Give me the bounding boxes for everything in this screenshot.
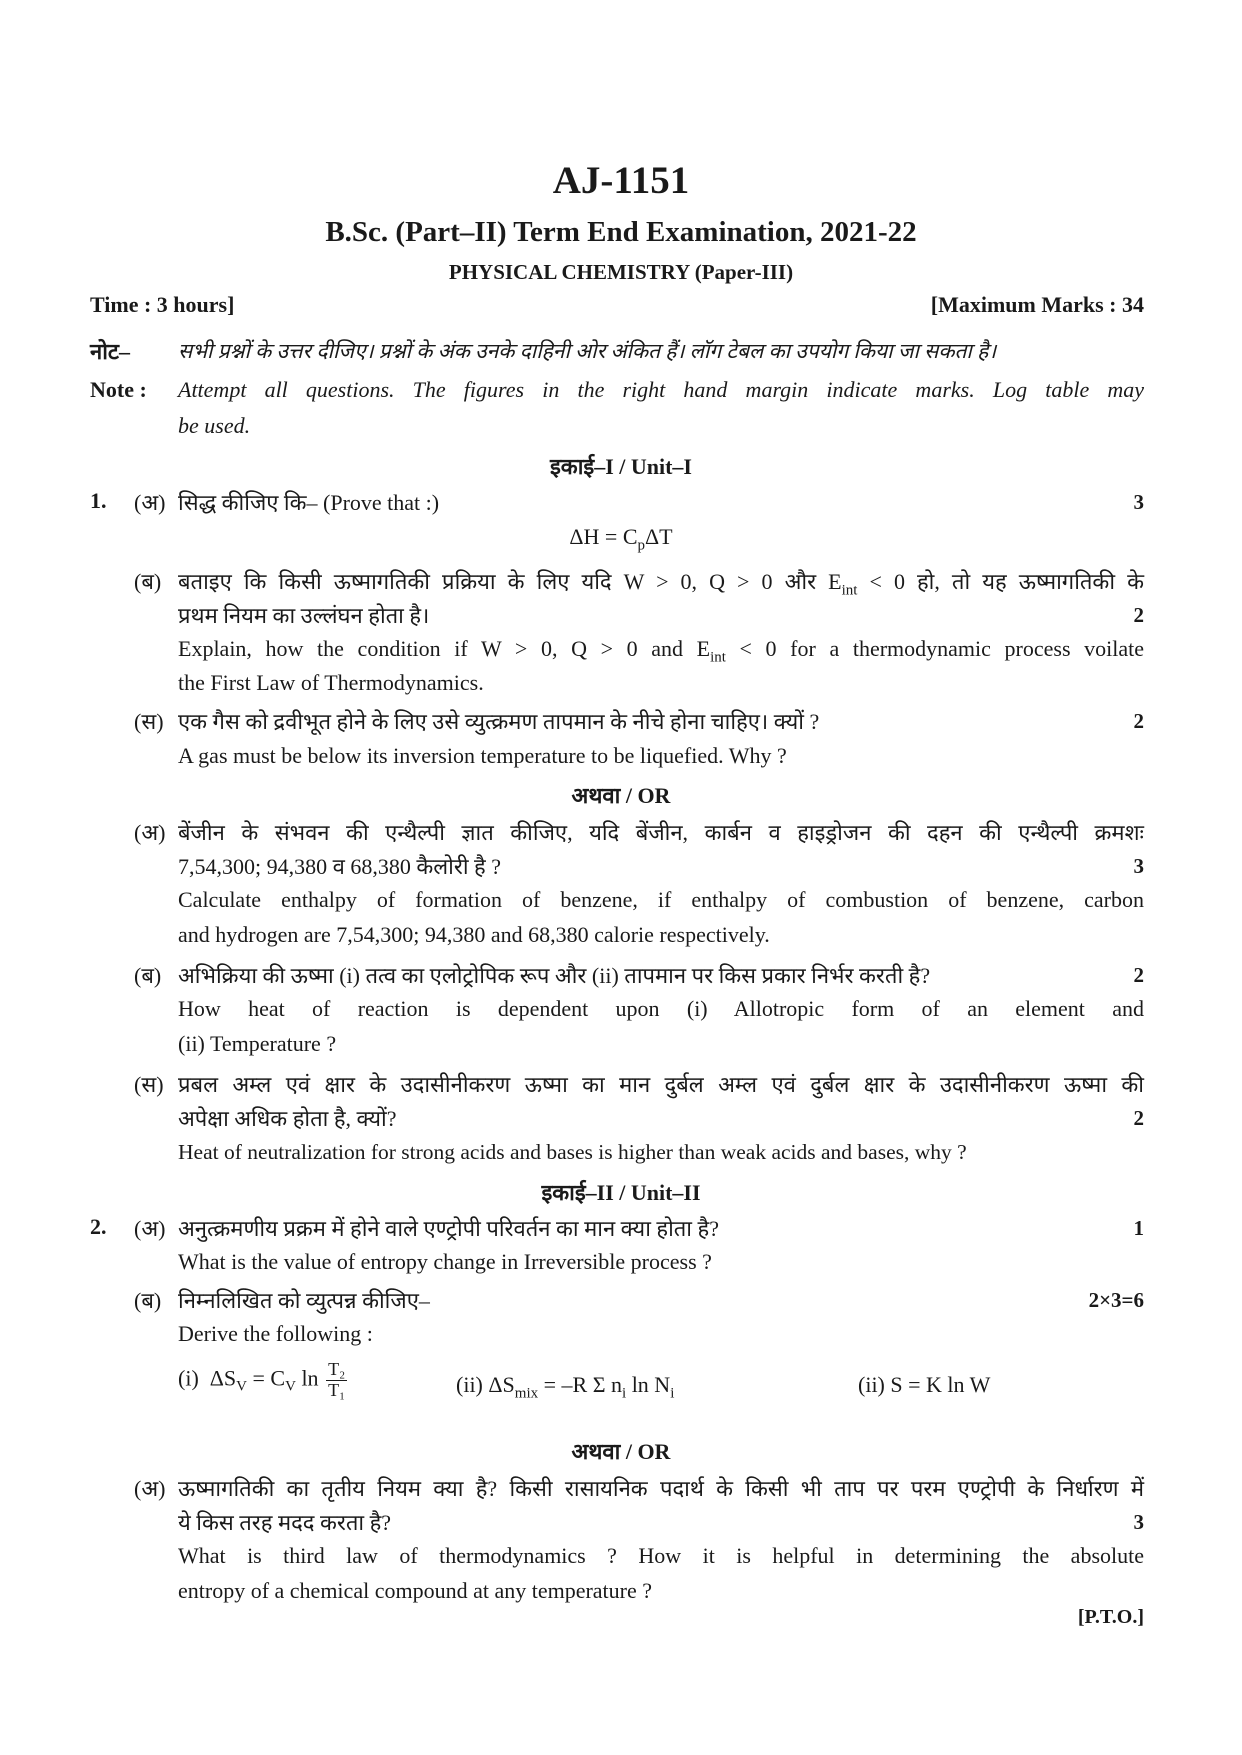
q1b-hindi-line2: प्रथम नियम का उल्लंघन होता है। [178, 603, 430, 628]
q1-or-b-marks: 2 [1133, 963, 1144, 987]
note-text-hindi: सभी प्रश्नों के उत्तर दीजिए। प्रश्नों के अंक उनके दाहिनी ओर अंकित हैं। लॉग टेबल का उपयोग किया जा सकता है। [178, 339, 997, 363]
q2-or-a-label: (अ) [134, 1476, 166, 1501]
q2b-formula-3: (ii) S = K ln W [858, 1372, 991, 1397]
paper-code: AJ-1151 [552, 159, 690, 202]
q1c-label: (स) [134, 709, 164, 734]
question-2-number: 2. [90, 1214, 107, 1239]
q1-or-a-english-line1: Calculate enthalpy of formation of benzene, if enthalpy of combustion of benzene, carbon [178, 887, 1144, 912]
note-label-english: Note : [90, 377, 147, 402]
q1b-english-line2: the First Law of Thermodynamics. [178, 670, 484, 695]
q1b-hindi-line1: बताइए कि किसी ऊष्मागतिकी प्रक्रिया के लिए यदि W > 0, Q > 0 और $E_{int} < 0$ हो, तो यह ऊष्मागतिकी के [178, 569, 1144, 599]
q2-or-a-marks: 3 [1133, 1510, 1144, 1534]
q2a-hindi: अनुत्क्रमणीय प्रक्रम में होने वाले एण्ट्रोपी परिवर्तन का मान क्या होता है? [178, 1216, 719, 1241]
exam-title: B.Sc. (Part–II) Term End Examination, 2021-22 [325, 216, 917, 248]
please-turn-over: [P.T.O.] [1077, 1606, 1144, 1628]
q2b-english: Derive the following : [178, 1321, 373, 1346]
q1-or-c-hindi-line1: प्रबल अम्ल एवं क्षार के उदासीनीकरण ऊष्मा का मान दुर्बल अम्ल एवं दुर्बल क्षार के उदासीनीकरण ऊष्मा की [178, 1072, 1144, 1097]
q1-or-a-label: (अ) [134, 820, 166, 845]
q1-or-b-english-line1: How heat of reaction is dependent upon (i) Allotropic form of an element and [178, 996, 1144, 1021]
unit-2-heading: इकाई–II / Unit–II [541, 1180, 701, 1205]
q1a-marks: 3 [1133, 490, 1144, 514]
q2-or-a-english-line1: What is third law of thermodynamics ? How it is helpful in determining the absolute [178, 1543, 1144, 1568]
q2-or-a-english-line2: entropy of a chemical compound at any temperature ? [178, 1578, 653, 1603]
note-text-english-line2: be used. [178, 413, 251, 438]
q2a-marks: 1 [1133, 1216, 1144, 1240]
q1c-hindi: एक गैस को द्रवीभूत होने के लिए उसे व्युत्क्रमण तापमान के नीचे होना चाहिए। क्यों ? [178, 709, 820, 734]
q1-or-a-hindi-line1: बेंजीन के संभवन की एन्थैल्पी ज्ञात कीजिए, यदि बेंजीन, कार्बन व हाइड्रोजन की दहन की एन्थैल्पी क्रमशः [178, 820, 1144, 845]
q2b-hindi: निम्नलिखित को व्युत्पन्न कीजिए– [178, 1288, 430, 1313]
unit-1-heading: इकाई–I / Unit–I [550, 454, 692, 479]
q1a-label: (अ) [134, 490, 166, 515]
subject-title: PHYSICAL CHEMISTRY (Paper-III) [448, 260, 794, 284]
q1a-formula: $\Delta H = C_p\Delta T$ [569, 524, 673, 554]
q2b-formula-1: (i) $\Delta S_V = C_V$ ln $\frac{\text{T₂}}{\text{T₁}}$ [178, 1359, 346, 1400]
q1-or-b-label: (ब) [134, 963, 162, 988]
unit-2-or-divider: अथवा / OR [571, 1439, 671, 1464]
q1c-marks: 2 [1133, 709, 1144, 733]
exam-duration: Time : 3 hours] [90, 292, 235, 317]
q2a-english: What is the value of entropy change in Irreversible process ? [178, 1249, 712, 1274]
q2-or-a-hindi-line1: ऊष्मागतिकी का तृतीय नियम क्या है? किसी रासायनिक पदार्थ के किसी भी ताप पर परम एण्ट्रोपी के निर्धारण में [178, 1476, 1144, 1501]
q1-or-b-hindi: अभिक्रिया की ऊष्मा (i) तत्व का एलोट्रोपिक रूप और (ii) तापमान पर किस प्रकार निर्भर करती है? [178, 963, 931, 988]
note-text-english-line1: Attempt all questions. The figures in the right hand margin indicate marks. Log table may [178, 377, 1144, 402]
unit-1-or-divider: अथवा / OR [571, 783, 671, 808]
note-label-hindi: नोट– [90, 339, 130, 364]
q2b-label: (ब) [134, 1288, 162, 1313]
question-1-number: 1. [90, 488, 107, 513]
maximum-marks: [Maximum Marks : 34 [930, 292, 1144, 317]
q1-or-c-english: Heat of neutralization for strong acids and bases is higher than weak acids and bases, why ? [178, 1140, 967, 1164]
q1c-english: A gas must be below its inversion temperature to be liquefied. Why ? [178, 743, 787, 768]
q1-or-c-marks: 2 [1133, 1106, 1144, 1130]
q2b-marks: 2×3=6 [1088, 1288, 1144, 1312]
q1-or-c-label: (स) [134, 1072, 164, 1097]
q1-or-a-marks: 3 [1133, 854, 1144, 878]
q2-or-a-hindi-line2: ये किस तरह मदद करता है? [178, 1510, 392, 1535]
q2b-formula-2: (ii) $\Delta S_{mix} = -R$ Σ $n_i$ $\ln N_i$ [456, 1372, 675, 1402]
q1-or-a-hindi-line2: 7,54,300; 94,380 व 68,380 कैलोरी है ? [178, 854, 501, 879]
q1-or-c-hindi-line2: अपेक्षा अधिक होता है, क्यों? [178, 1106, 397, 1131]
q1b-label: (ब) [134, 569, 162, 594]
q1b-marks: 2 [1133, 603, 1144, 627]
q1a-text: सिद्ध कीजिए कि– (Prove that :) [178, 490, 440, 515]
q1b-english-line1: Explain, how the condition if W > 0, Q > 0 and $E_{int} < 0$ for a thermodynamic process voilate [178, 636, 1144, 666]
q1-or-a-english-line2: and hydrogen are 7,54,300; 94,380 and 68,380 calorie respectively. [178, 922, 770, 947]
q2a-label: (अ) [134, 1216, 166, 1241]
q1-or-b-english-line2: (ii) Temperature ? [178, 1031, 337, 1056]
